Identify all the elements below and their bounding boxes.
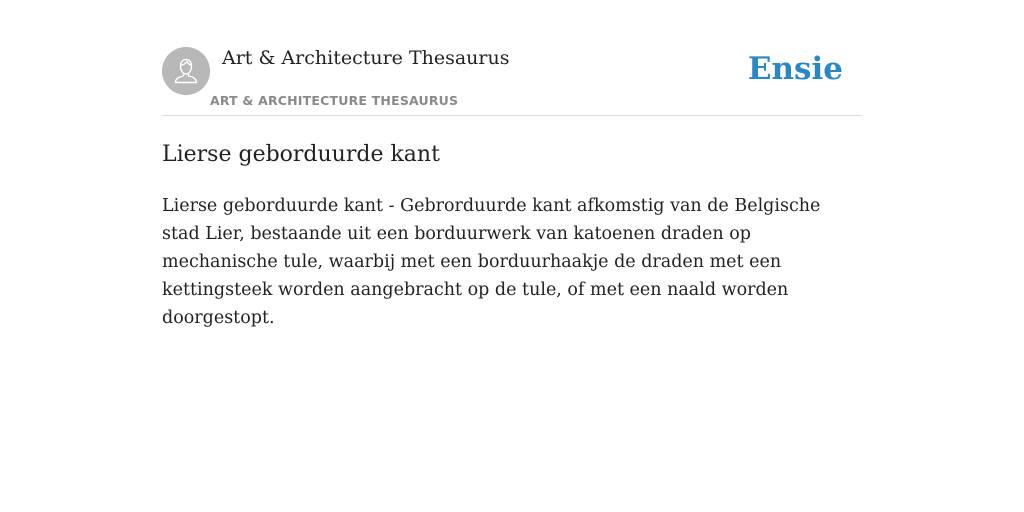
article-body: Lierse geborduurde kant - Gebrorduurde kant afkomstig van de Belgische stad Lier, bestaande uit een borduurwerk van katoenen draden op mechanische tule, waarbij met een borduurhaakje de draden met een kettingsteek worden aangebracht op de tule, of met een naald worden doorgestopt. [162, 196, 821, 328]
page-container [162, 0, 862, 328]
author-subtitle: ART & ARCHITECTURE THESAURUS [210, 93, 459, 108]
author-name-link[interactable]: Art & Architecture Thesaurus [222, 47, 510, 69]
page-title: Lierse geborduurde kant [162, 142, 440, 167]
avatar[interactable] [162, 47, 210, 95]
brand-logo-link[interactable]: Ensie [747, 51, 843, 87]
author-header [162, 0, 862, 116]
user-silhouette-icon [162, 47, 210, 95]
